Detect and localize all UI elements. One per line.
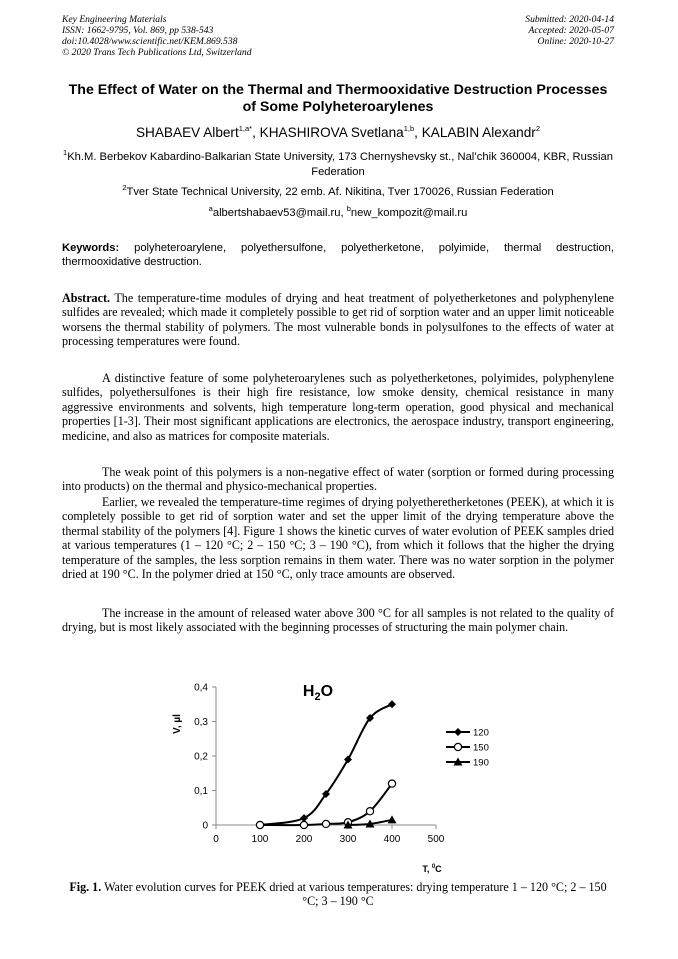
data-point-circle-marker bbox=[322, 820, 329, 827]
water-evolution-chart bbox=[170, 672, 500, 877]
submitted-date: Submitted: 2020-04-14 bbox=[525, 14, 614, 25]
y-tick-label: 0 bbox=[202, 820, 208, 832]
data-point-diamond-marker bbox=[344, 755, 352, 763]
data-point-diamond-marker bbox=[388, 700, 396, 708]
journal-issn: ISSN: 1662-9795, Vol. 869, pp 538-543 bbox=[62, 25, 214, 36]
legend-diamond-marker bbox=[454, 728, 462, 736]
legend-entry bbox=[446, 758, 489, 769]
x-tick-label: 400 bbox=[383, 834, 401, 845]
x-tick-label: 300 bbox=[339, 834, 357, 845]
body-paragraph: The increase in the amount of released water above 300 °C for all samples is not related to the quality of drying, but is most likely associated with the beginning processes of structuring the main polymer chain. bbox=[62, 606, 614, 635]
legend-circle-marker bbox=[454, 743, 461, 750]
x-tick-label: 500 bbox=[427, 834, 445, 845]
author-affiliation-mark: 1,a* bbox=[238, 123, 253, 133]
keywords-label: Keywords: bbox=[62, 242, 120, 254]
email-link[interactable]: albertshabaev53@mail.ru bbox=[212, 207, 341, 219]
author-emails: $^a$albertshabaev53@mail.ru, $^b$new_kompozit@mail.ru bbox=[208, 203, 468, 219]
x-tick-label: 100 bbox=[251, 834, 269, 845]
legend-label: 120 bbox=[473, 727, 489, 739]
data-point-circle-marker bbox=[256, 821, 263, 828]
series-150 bbox=[256, 780, 395, 829]
y-tick-label: 0,4 bbox=[194, 682, 208, 694]
accepted-date: Accepted: 2020-05-07 bbox=[528, 25, 614, 36]
journal-info bbox=[62, 14, 252, 58]
legend-entry bbox=[446, 728, 489, 739]
affiliation-text: Kh.M. Berbekov Kabardino-Balkarian State University, 173 Chernyshevsky st., Nal’chik 360004, KBR, Russian Federation bbox=[67, 151, 613, 178]
abstract bbox=[62, 291, 614, 349]
legend-label: 150 bbox=[473, 742, 489, 754]
body-paragraph: The weak point of this polymers is a non-negative effect of water (sorption or formed during processing into products) on the thermal and physico-mechanical properties. bbox=[62, 465, 614, 494]
keywords bbox=[62, 241, 614, 269]
author-affiliation-mark: 1,b bbox=[403, 123, 415, 133]
series-line bbox=[260, 704, 392, 825]
figure-1 bbox=[170, 672, 500, 877]
journal-name: Key Engineering Materials bbox=[62, 14, 167, 25]
affiliation-mark: 1 bbox=[63, 147, 68, 157]
body-paragraph: Earlier, we revealed the temperature-time regimes of drying polyetheretherketones (PEEK), at which it is completely possible to get rid of sorption water and set the upper limit of the drying temperature above the thermal stability of the polymers [4]. Figure 1 shows the kinetic curves of water evolution of PEEK samples dried at various temperatures (1 – 120 °C; 2 – 150 °C; 3 – 190 °C), from which it follows that the higher the drying temperature of the samples, the less sorption remains in them water. There was no water sorption in the polymer dried at 190 °C. In the polymer dried at 150 °C, only trace amounts are observed. bbox=[62, 495, 614, 582]
y-tick-label: 0,1 bbox=[194, 786, 208, 797]
email-mark: b bbox=[346, 203, 351, 213]
affiliation-1 bbox=[62, 147, 614, 180]
keywords-text: polyheteroarylene, polyethersulfone, polyetherketone, polyimide, thermal destruction, thermooxidative destruction. bbox=[62, 242, 614, 268]
data-point-circle-marker bbox=[366, 808, 373, 815]
chart-title: $H_2O$ bbox=[302, 683, 334, 703]
x-tick-label: 0 bbox=[213, 834, 219, 845]
author-name: SHABAEV Albert bbox=[135, 125, 239, 140]
email-mark: a bbox=[208, 203, 213, 213]
x-axis-label: T, $^0$C bbox=[422, 864, 442, 874]
journal-doi: doi:10.4028/www.scientific.net/KEM.869.538 bbox=[62, 36, 238, 47]
data-point-circle-marker bbox=[300, 821, 307, 828]
affiliation-text: Tver State Technical University, 22 emb. Af. Nikitina, Tver 170026, Russian Federation bbox=[126, 186, 554, 198]
author-name: KALABIN Alexandr bbox=[421, 125, 536, 140]
caption-label: Fig. 1. bbox=[69, 880, 102, 894]
legend-label: 190 bbox=[473, 757, 489, 769]
legend-entry bbox=[446, 743, 489, 754]
data-point-circle-marker bbox=[388, 780, 395, 787]
caption-text: Water evolution curves for PEEK dried at various temperatures: drying temperature 1 – 120 °C; 2 – 150 °C; 3 – 190 °C bbox=[104, 880, 607, 909]
y-tick-label: 0,2 bbox=[194, 751, 208, 763]
author-affiliation-mark: 2 bbox=[535, 123, 541, 133]
author-name: KHASHIROVA Svetlana bbox=[259, 125, 404, 140]
journal-copyright: © 2020 Trans Tech Publications Ltd, Switzerland bbox=[62, 47, 252, 58]
author-list: SHABAEV Albert$^{1,a*}$, KHASHIROVA Svetlana$^{1,b}$, KALABIN Alexandr$^2$ bbox=[135, 123, 541, 140]
chart-legend bbox=[446, 728, 489, 769]
submission-dates bbox=[525, 14, 614, 47]
y-tick-label: 0,3 bbox=[194, 717, 208, 728]
data-point-triangle-marker bbox=[388, 815, 397, 823]
affiliation-2 bbox=[62, 182, 614, 200]
email-link[interactable]: new_kompozit@mail.ru bbox=[350, 207, 468, 219]
paper-title: The Effect of Water on the Thermal and Thermooxidative Destruction Processes of Some Polyheteroarylenes bbox=[68, 82, 608, 115]
figure-caption bbox=[62, 880, 614, 909]
body-paragraph: A distinctive feature of some polyheteroarylenes such as polyetherketones, polyimides, polyphenylene sulfides, polyethersulfones is their high fire resistance, low smoke density, chemical resistance in many aggressive environments and solvents, high temperature long-term operation, good physical and mechanical properties [1-3]. Their most significant applications are electronics, the aerospace industry, transport engineering, medicine, and also as matrices for composite materials. bbox=[62, 371, 614, 443]
y-axis-label: V, µl bbox=[172, 714, 183, 734]
chart-axes bbox=[194, 683, 445, 846]
chart-series bbox=[256, 700, 397, 829]
online-date: Online: 2020-10-27 bbox=[537, 36, 614, 47]
series-line bbox=[260, 784, 392, 825]
series-120 bbox=[256, 700, 396, 829]
x-tick-label: 200 bbox=[295, 834, 313, 845]
abstract-label: Abstract. bbox=[62, 291, 111, 305]
abstract-text: The temperature-time modules of drying and heat treatment of polyetherketones and polyphenylene sulfides are revealed; which made it completely possible to get rid of sorption water and an upper limit noticeable worsens the thermal stability of polymers. The most vulnerable bonds in polysulfones to the effects of water at processing temperatures were found. bbox=[62, 291, 614, 349]
affiliation-mark: 2 bbox=[122, 182, 127, 192]
